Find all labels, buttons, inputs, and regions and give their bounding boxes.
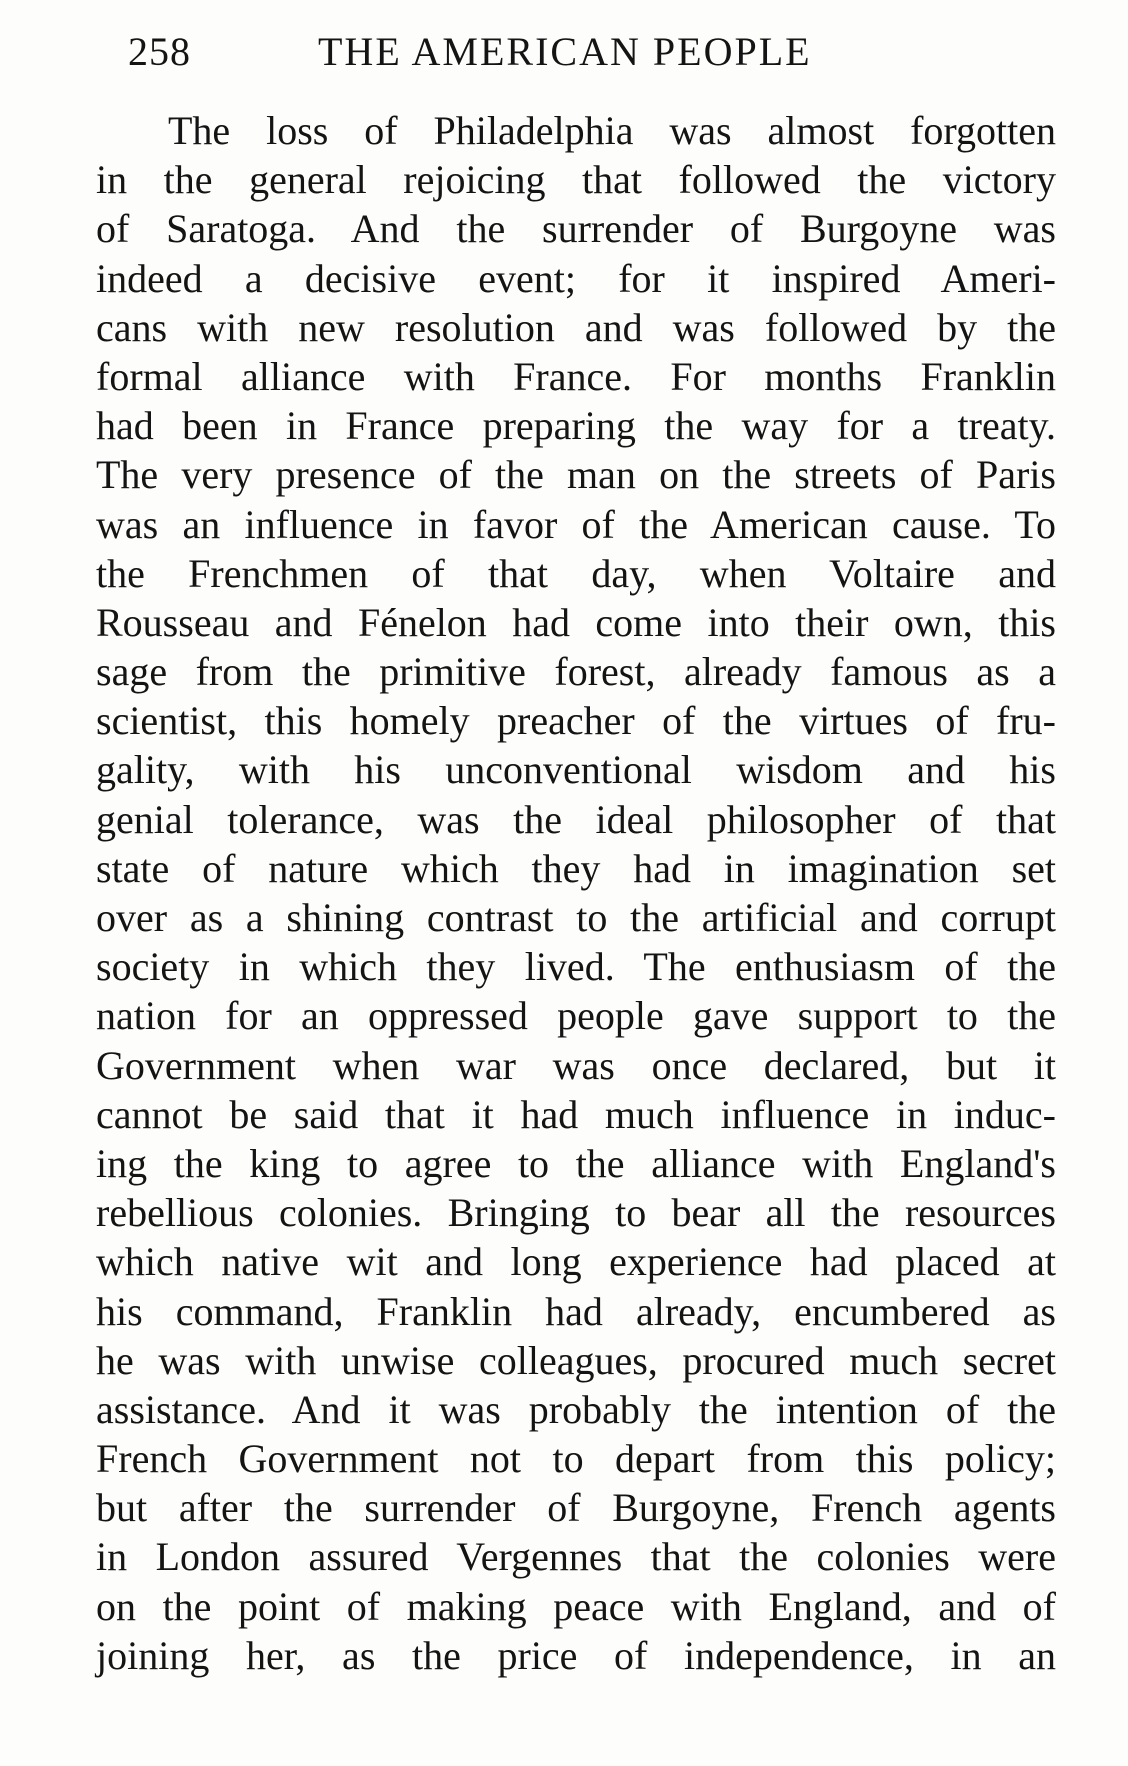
text-line: The loss of Philadelphia was almost forgotten: [168, 108, 1056, 153]
text-line: assistance. And it was probably the intention of the: [96, 1386, 1056, 1432]
text-line: nation for an oppressed people gave support to the: [96, 993, 1056, 1039]
body-paragraph: [96, 106, 1056, 1680]
text-line: joining her, as the price of independence, in an: [96, 1632, 1056, 1678]
text-line: scientist, this homely preacher of the virtues of fru-: [96, 698, 1056, 744]
text-line: he was with unwise colleagues, procured much secret: [96, 1337, 1056, 1383]
text-line: society in which they lived. The enthusiasm of the: [96, 944, 1056, 990]
text-line: cannot be said that it had much influence in induc-: [96, 1091, 1056, 1137]
text-line: gality, with his unconventional wisdom and his: [96, 747, 1056, 793]
text-line: had been in France preparing the way for a treaty.: [96, 403, 1056, 449]
text-line: on the point of making peace with England, and of: [96, 1583, 1056, 1629]
text-line: cans with new resolution and was followed by the: [96, 304, 1056, 350]
text-line: his command, Franklin had already, encumbered as: [96, 1288, 1056, 1334]
page-number: 258: [128, 29, 191, 74]
text-line: the Frenchmen of that day, when Voltaire and: [96, 550, 1056, 596]
text-line: Government when war was once declared, but it: [96, 1042, 1056, 1088]
text-line: indeed a decisive event; for it inspired Ameri-: [96, 255, 1056, 301]
text-line: of Saratoga. And the surrender of Burgoyne was: [96, 206, 1056, 252]
text-line: French Government not to depart from this policy;: [96, 1436, 1056, 1482]
text-line: over as a shining contrast to the artificial and corrupt: [96, 895, 1056, 940]
text-line: sage from the primitive forest, already famous as a: [96, 649, 1056, 695]
text-line: in London assured Vergennes that the colonies were: [96, 1534, 1056, 1580]
text-line: ing the king to agree to the alliance with England's: [96, 1140, 1056, 1186]
text-line: genial tolerance, was the ideal philosopher of that: [96, 796, 1056, 842]
text-line: rebellious colonies. Bringing to bear all the resources: [96, 1190, 1056, 1236]
text-line: The very presence of the man on the streets of Paris: [96, 452, 1056, 498]
text-line: was an influence in favor of the American cause. To: [96, 501, 1056, 547]
text-line: state of nature which they had in imagination set: [96, 845, 1056, 891]
text-line: but after the surrender of Burgoyne, French agents: [96, 1485, 1056, 1531]
text-line: Rousseau and Fénelon had come into their own, this: [96, 599, 1056, 645]
text-line: in the general rejoicing that followed the victory: [96, 157, 1056, 203]
running-head: [128, 28, 1028, 88]
text-line: formal alliance with France. For months Franklin: [96, 353, 1056, 399]
running-title: THE AMERICAN PEOPLE: [318, 29, 812, 74]
text-line: which native wit and long experience had placed at: [96, 1239, 1056, 1285]
